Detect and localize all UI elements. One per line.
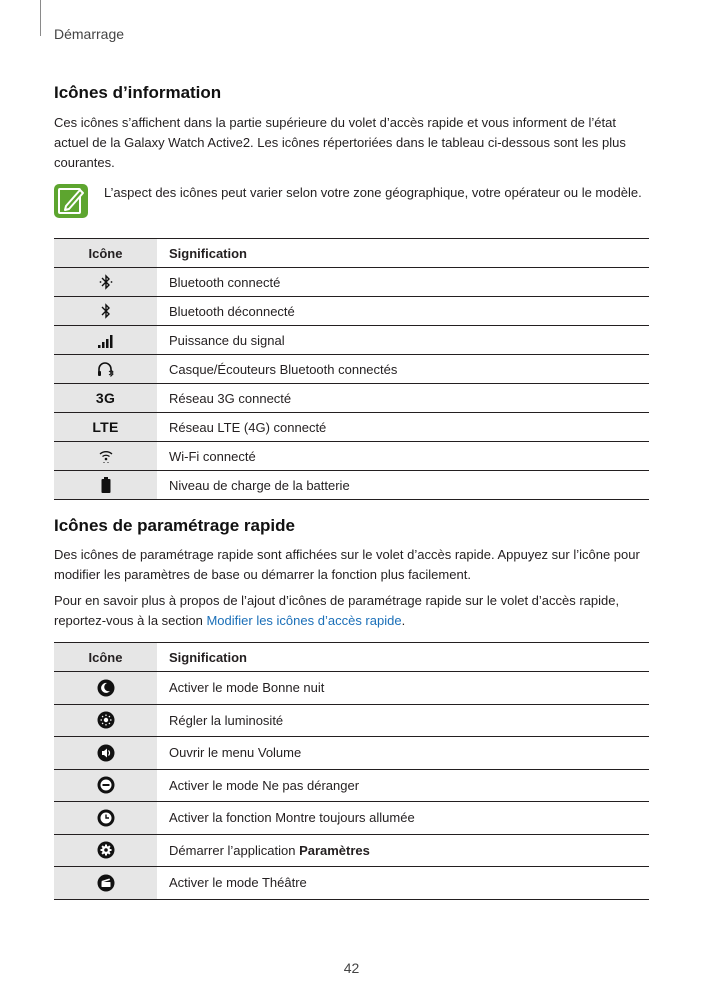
quick-settings-paragraph: Des icônes de paramétrage rapide sont affichées sur le volet d’accès rapide. Appuyez sur l’icône pour modifier les paramètres de base ou démarrer la fonction plus facilement. xyxy=(54,547,640,582)
headset-bluetooth-icon xyxy=(97,361,115,377)
row-meaning: Puissance du signal xyxy=(169,332,285,348)
edit-quick-access-icons-link[interactable]: Modifier les icônes d’accès rapide xyxy=(206,613,402,628)
table-row xyxy=(54,802,649,835)
column-header-icon: Icône xyxy=(54,643,157,672)
table-row xyxy=(54,834,649,867)
settings-app-name: Paramètres xyxy=(299,842,370,858)
section-header: Démarrage xyxy=(54,26,125,42)
row-meaning: Activer le mode Théâtre xyxy=(169,875,307,891)
theater-icon xyxy=(97,874,115,892)
table-row xyxy=(54,413,649,442)
battery-icon xyxy=(101,477,111,493)
row-meaning: Casque/Écouteurs Bluetooth connectés xyxy=(169,361,398,377)
table-row xyxy=(54,672,649,705)
header-divider xyxy=(40,0,41,36)
lte-icon: LTE xyxy=(92,419,119,435)
row-meaning: Réseau 3G connecté xyxy=(169,390,292,406)
table-row xyxy=(54,384,649,413)
table-row xyxy=(54,297,649,326)
do-not-disturb-icon xyxy=(97,776,115,794)
table-row xyxy=(54,326,649,355)
3g-icon: 3G xyxy=(95,390,116,406)
table-row xyxy=(54,769,649,802)
row-meaning: Régler la luminosité xyxy=(169,712,284,728)
settings-icon xyxy=(97,841,115,859)
page-number: 42 xyxy=(343,960,360,976)
row-meaning: Bluetooth déconnecté xyxy=(169,303,295,319)
note-text: L’aspect des icônes peut varier selon votre zone géographique, votre opérateur ou le modèle. xyxy=(104,185,642,200)
table-row xyxy=(54,704,649,737)
section-title-quick-settings-icons: Icônes de paramétrage rapide xyxy=(54,516,295,535)
signal-strength-icon xyxy=(97,334,115,348)
note-icon xyxy=(54,184,88,218)
table-row xyxy=(54,355,649,384)
section-title-information-icons: Icônes d’information xyxy=(54,83,222,102)
bluetooth-disconnected-icon xyxy=(100,303,112,319)
volume-icon xyxy=(97,744,115,762)
quick-settings-icons-table xyxy=(54,642,649,900)
table-row xyxy=(54,268,649,297)
table-header-row xyxy=(54,643,649,672)
always-on-clock-icon xyxy=(97,809,115,827)
table-header-row xyxy=(54,239,649,268)
row-meaning: Ouvrir le menu Volume xyxy=(169,745,302,761)
information-icons-table xyxy=(54,238,649,500)
row-meaning: Activer la fonction Montre toujours allumée xyxy=(169,810,415,826)
table-row xyxy=(54,471,649,500)
column-header-icon: Icône xyxy=(54,239,157,268)
good-night-icon xyxy=(97,679,115,697)
brightness-icon xyxy=(97,711,115,729)
table-row xyxy=(54,737,649,770)
row-meaning: Niveau de charge de la batterie xyxy=(169,477,350,493)
row-meaning: Activer le mode Bonne nuit xyxy=(169,680,325,696)
wifi-icon xyxy=(98,448,114,464)
table-row xyxy=(54,867,649,900)
bluetooth-connected-icon xyxy=(99,274,113,290)
row-meaning: Réseau LTE (4G) connecté xyxy=(169,419,327,435)
column-header-meaning: Signification xyxy=(169,245,247,261)
table-row xyxy=(54,442,649,471)
row-meaning: Wi-Fi connecté xyxy=(169,448,256,464)
row-meaning: Démarrer l’application Paramètres xyxy=(169,842,370,858)
intro-paragraph: Ces icônes s’affichent dans la partie supérieure du volet d’accès rapide et vous informent de l’état actuel de la Galaxy Watch Active2. Les icônes répertoriées dans le tableau ci-dessous sont les plus courantes. xyxy=(54,115,626,170)
quick-settings-reference-paragraph: Pour en savoir plus à propos de l’ajout d’icônes de paramétrage rapide sur le volet d’accès rapide, reportez-vous à la section Modifier les icônes d’accès rapide. xyxy=(54,593,620,628)
column-header-meaning: Signification xyxy=(169,649,247,665)
row-meaning: Bluetooth connecté xyxy=(169,274,281,290)
row-meaning: Activer le mode Ne pas déranger xyxy=(169,777,360,793)
